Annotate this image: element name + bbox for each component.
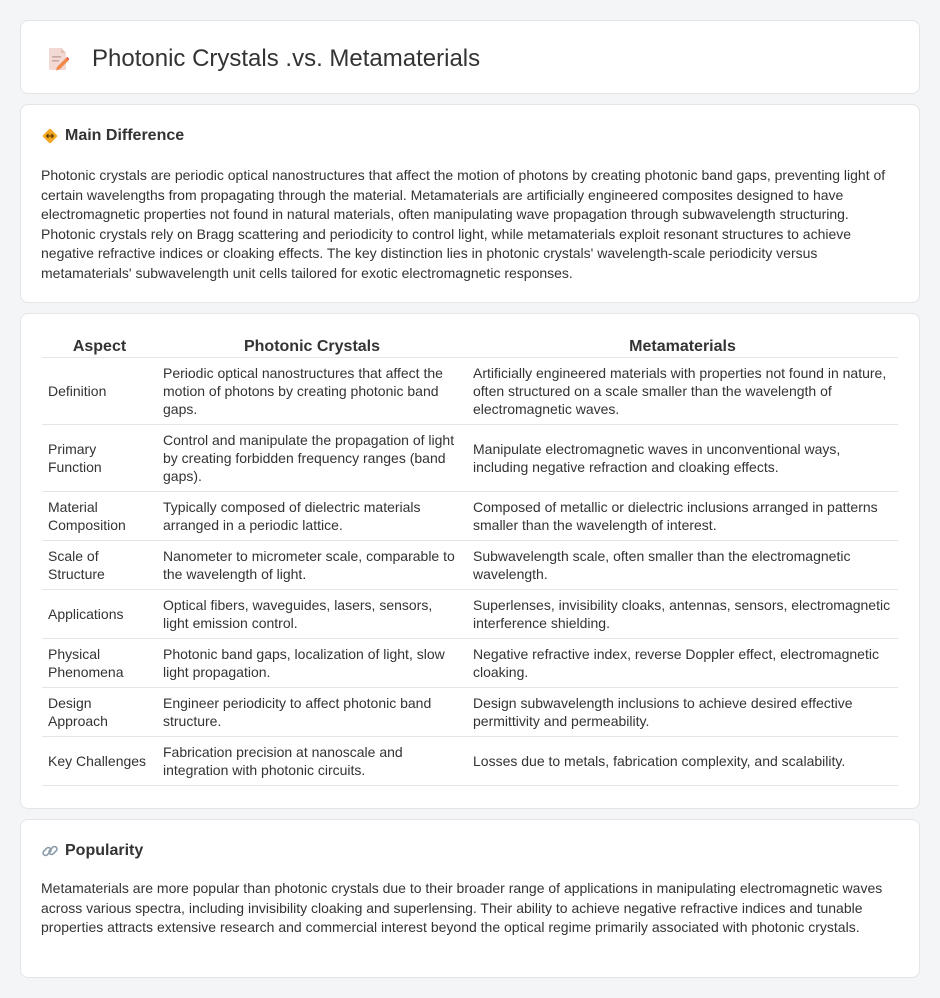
photonic-crystals-cell: Nanometer to micrometer scale, comparable to the wavelength of light.	[157, 541, 467, 590]
aspect-cell: Applications	[42, 590, 157, 639]
photonic-crystals-cell: Fabrication precision at nanoscale and integration with photonic circuits.	[157, 737, 467, 786]
table-row	[42, 737, 898, 786]
main-difference-heading: Main Difference	[65, 127, 185, 144]
popularity-heading-row	[41, 842, 143, 860]
metamaterials-cell: Losses due to metals, fabrication complexity, and scalability.	[467, 737, 898, 786]
photonic-crystals-cell: Photonic band gaps, localization of light, slow light propagation.	[157, 639, 467, 688]
page-title: Photonic Crystals .vs. Metamaterials	[92, 45, 481, 72]
link-icon	[41, 842, 59, 860]
aspect-cell: Definition	[42, 358, 157, 425]
table-row	[42, 425, 898, 492]
metamaterials-cell: Design subwavelength inclusions to achieve desired effective permittivity and permeability.	[467, 688, 898, 737]
photonic-crystals-cell: Periodic optical nanostructures that affect the motion of photons by creating photonic band gaps.	[157, 358, 467, 425]
aspect-cell: Scale of Structure	[42, 541, 157, 590]
metamaterials-cell: Subwavelength scale, often smaller than the electromagnetic wavelength.	[467, 541, 898, 590]
metamaterials-cell: Manipulate electromagnetic waves in unconventional ways, including negative refraction and cloaking effects.	[467, 425, 898, 492]
diamond-arrows-icon	[41, 127, 59, 145]
metamaterials-cell: Artificially engineered materials with properties not found in nature, often structured on a scale smaller than the wavelength of electromagnetic waves.	[467, 358, 898, 425]
table-row	[42, 590, 898, 639]
main-difference-section	[20, 104, 920, 303]
table-row	[42, 688, 898, 737]
aspect-cell: Physical Phenomena	[42, 639, 157, 688]
popularity-heading: Popularity	[65, 842, 144, 859]
column-header-metamaterials: Metamaterials	[467, 334, 898, 358]
aspect-cell: Design Approach	[42, 688, 157, 737]
popularity-section	[20, 819, 920, 978]
metamaterials-cell: Negative refractive index, reverse Doppler effect, electromagnetic cloaking.	[467, 639, 898, 688]
aspect-cell: Material Composition	[42, 492, 157, 541]
photonic-crystals-cell: Engineer periodicity to affect photonic band structure.	[157, 688, 467, 737]
table-row	[42, 492, 898, 541]
photonic-crystals-cell: Typically composed of dielectric materials arranged in a periodic lattice.	[157, 492, 467, 541]
aspect-cell: Primary Function	[42, 425, 157, 492]
popularity-text: Metamaterials are more popular than photonic crystals due to their broader range of applications in manipulating electromagnetic waves across various spectra, including invisibility cloaking and superlensing. Their ability to achieve negative refractive indices and tunable properties attracts extensive research and commercial interest beyond the optical regime primarily associated with photonic crystals.	[41, 880, 883, 936]
photonic-crystals-cell: Optical fibers, waveguides, lasers, sensors, light emission control.	[157, 590, 467, 639]
header-card	[20, 20, 920, 94]
photonic-crystals-cell: Control and manipulate the propagation of light by creating forbidden frequency ranges (band gaps).	[157, 425, 467, 492]
main-difference-heading-row	[41, 127, 184, 145]
document-edit-icon	[47, 47, 69, 71]
table-header-row	[42, 334, 898, 358]
metamaterials-cell: Composed of metallic or dielectric inclusions arranged in patterns smaller than the wavelength of interest.	[467, 492, 898, 541]
table-row	[42, 639, 898, 688]
table-row	[42, 358, 898, 425]
comparison-table-section	[20, 313, 920, 809]
table-row	[42, 541, 898, 590]
column-header-photonic-crystals: Photonic Crystals	[157, 334, 467, 358]
column-header-aspect: Aspect	[42, 334, 157, 358]
comparison-table	[42, 334, 898, 786]
metamaterials-cell: Superlenses, invisibility cloaks, antennas, sensors, electromagnetic interference shielding.	[467, 590, 898, 639]
aspect-cell: Key Challenges	[42, 737, 157, 786]
main-difference-text: Photonic crystals are periodic optical nanostructures that affect the motion of photons by creating photonic band gaps, preventing light of certain wavelengths from propagating through the material. Metamaterials are artificially engineered composites designed to have electromagnetic properties not found in natural materials, often manipulating wave propagation through subwavelength structuring. Photonic crystals rely on Bragg scattering and periodicity to control light, while metamaterials exploit resonant structures to achieve negative refractive indices or cloaking effects. The key distinction lies in photonic crystals' wavelength-scale periodicity versus metamaterials' subwavelength unit cells tailored for exotic electromagnetic responses.	[41, 167, 886, 281]
